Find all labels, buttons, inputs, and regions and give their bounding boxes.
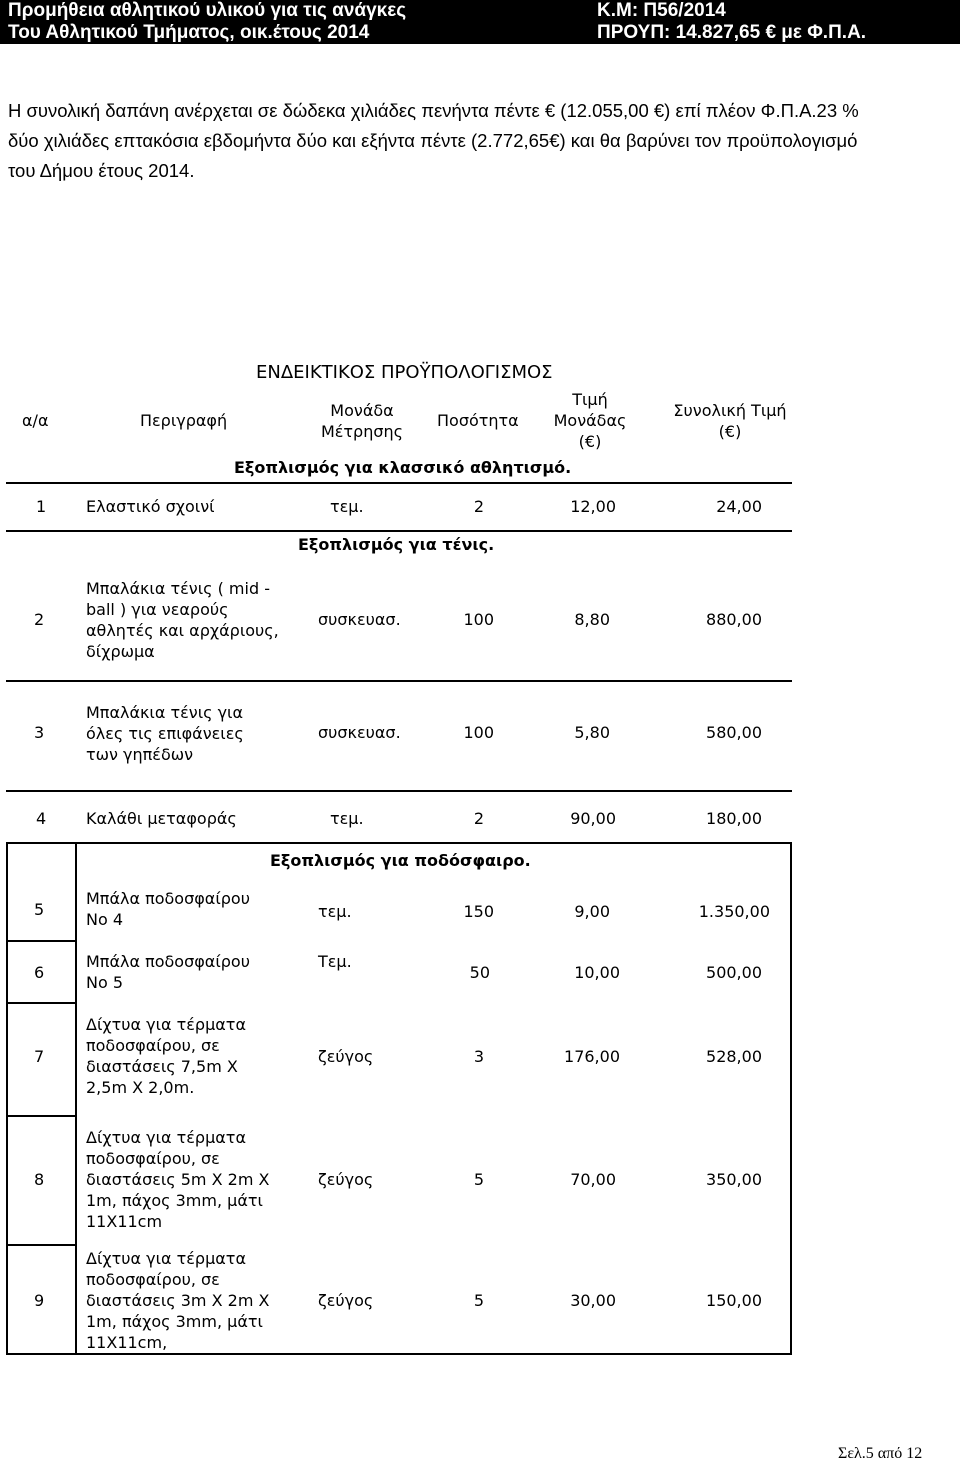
row-8-price: 70,00: [570, 1170, 616, 1189]
row-5-aa: 5: [34, 900, 45, 919]
row-9-description: Δίχτυα για τέρματα ποδοσφαίρου, σε διαστάσεις 3m X 2m X 1m, πάχος 3mm, μάτι 11X11cm,: [86, 1249, 270, 1352]
row-7-description: Δίχτυα για τέρματα ποδοσφαίρου, σε διαστάσεις 7,5m X 2,5m X 2,0m.: [86, 1015, 246, 1097]
row-3-unit: συσκευασ.: [318, 723, 401, 742]
page-number: Σελ.5 από 12: [838, 1445, 923, 1462]
row-1-aa: 1: [36, 497, 47, 516]
row-3-aa: 3: [34, 723, 45, 742]
table-rule: [6, 940, 76, 942]
row-4-aa: 4: [36, 809, 47, 828]
header-title-right-1: Κ.Μ: Π56/2014: [597, 0, 726, 21]
row-2-quantity: 100: [463, 610, 494, 629]
row-5-price: 9,00: [574, 902, 610, 921]
table-rule: [6, 680, 792, 682]
row-7-quantity: 3: [473, 1047, 484, 1066]
section-classic: Εξοπλισμός για κλασσικό αθλητισμό.: [234, 458, 572, 477]
row-4-description: Καλάθι μεταφοράς: [86, 809, 237, 828]
table-rule: [6, 530, 792, 532]
row-1-quantity: 2: [473, 497, 484, 516]
col-header-unit: Μονάδα Μέτρησης: [320, 401, 404, 441]
table-rule: [6, 790, 792, 792]
table-rule: [6, 1353, 792, 1355]
col-header-quantity: Ποσότητα: [437, 411, 519, 430]
table-rule: [6, 1002, 76, 1004]
row-3-description: Μπαλάκια τένις για όλες τις επιφάνειες των γηπέδων: [86, 703, 244, 764]
row-8-quantity: 5: [473, 1170, 484, 1189]
row-8-unit: ζεύγος: [318, 1170, 374, 1189]
row-6-quantity: 50: [469, 963, 490, 982]
section-tennis: Εξοπλισμός για τένις.: [298, 535, 495, 554]
col-header-unit-price: Τιμή Μονάδας (€): [553, 390, 627, 451]
table-rule: [6, 482, 792, 484]
row-2-unit: συσκευασ.: [318, 610, 401, 629]
row-1-total: 24,00: [716, 497, 762, 516]
table-rule: [6, 1115, 76, 1117]
col-header-total: Συνολική Τιμή (€): [673, 401, 787, 441]
table-rule: [75, 842, 77, 1355]
row-3-price: 5,80: [574, 723, 610, 742]
row-7-unit: ζεύγος: [318, 1047, 374, 1066]
row-8-description: Δίχτυα για τέρματα ποδοσφαίρου, σε διαστάσεις 5m X 2m X 1m, πάχος 3mm, μάτι 11X11cm: [86, 1128, 270, 1231]
intro-line-2: δύο χιλιάδες επτακόσια εβδομήντα δύο και εξήντα πέντε (2.772,65€) και θα βαρύνει τον προϋπολογισμό: [8, 130, 858, 151]
intro-line-3: του Δήμου έτους 2014.: [8, 160, 195, 181]
row-9-total: 150,00: [706, 1291, 762, 1310]
row-1-price: 12,00: [570, 497, 616, 516]
row-5-unit: τεμ.: [318, 902, 352, 921]
row-3-total: 580,00: [706, 723, 762, 742]
row-9-price: 30,00: [570, 1291, 616, 1310]
header-title-left-1: Προμήθεια αθλητικού υλικού για τις ανάγκες: [8, 0, 407, 21]
col-header-description: Περιγραφή: [140, 411, 228, 430]
row-5-description: Μπάλα ποδοσφαίρου Νο 4: [86, 889, 250, 929]
intro-line-1: Η συνολική δαπάνη ανέρχεται σε δώδεκα χιλιάδες πενήντα πέντε € (12.055,00 €) επί πλέον Φ.Π.Α.23 %: [8, 100, 859, 121]
table-rule: [790, 842, 792, 1355]
table-rule: [6, 842, 792, 844]
header-title-right-2: ΠΡΟΥΠ: 14.827,65 € με Φ.Π.Α.: [597, 22, 867, 43]
row-2-total: 880,00: [706, 610, 762, 629]
row-2-description: Μπαλάκια τένις ( mid - ball ) για νεαρούς αθλητές και αρχάριους, δίχρωμα: [86, 579, 279, 661]
row-6-unit: Τεμ.: [318, 952, 352, 971]
row-6-description: Μπάλα ποδοσφαίρου Νο 5: [86, 952, 250, 992]
row-2-aa: 2: [34, 610, 45, 629]
row-4-total: 180,00: [706, 809, 762, 828]
row-2-price: 8,80: [574, 610, 610, 629]
row-9-quantity: 5: [473, 1291, 484, 1310]
row-4-quantity: 2: [473, 809, 484, 828]
table-rule: [6, 842, 8, 1355]
header-title-left-2: Του Αθλητικού Τμήματος, οικ.έτους 2014: [8, 22, 370, 43]
row-1-description: Ελαστικό σχοινί: [86, 497, 215, 516]
row-5-quantity: 150: [463, 902, 494, 921]
row-8-aa: 8: [34, 1170, 45, 1189]
col-header-aa: α/α: [22, 411, 49, 430]
row-9-unit: ζεύγος: [318, 1291, 374, 1310]
row-9-aa: 9: [34, 1291, 45, 1310]
table-rule: [6, 1244, 76, 1246]
row-4-price: 90,00: [570, 809, 616, 828]
row-6-total: 500,00: [706, 963, 762, 982]
row-6-aa: 6: [34, 963, 45, 982]
row-8-total: 350,00: [706, 1170, 762, 1189]
row-7-total: 528,00: [706, 1047, 762, 1066]
row-1-unit: τεμ.: [330, 497, 364, 516]
row-4-unit: τεμ.: [330, 809, 364, 828]
table-caption: ΕΝΔΕΙΚΤΙΚΟΣ ΠΡΟΫΠΟΛΟΓΙΣΜΟΣ: [256, 362, 553, 383]
section-football: Εξοπλισμός για ποδόσφαιρο.: [270, 851, 531, 870]
row-7-price: 176,00: [564, 1047, 620, 1066]
row-5-total: 1.350,00: [698, 902, 770, 921]
row-3-quantity: 100: [463, 723, 494, 742]
row-7-aa: 7: [34, 1047, 45, 1066]
row-6-price: 10,00: [574, 963, 620, 982]
